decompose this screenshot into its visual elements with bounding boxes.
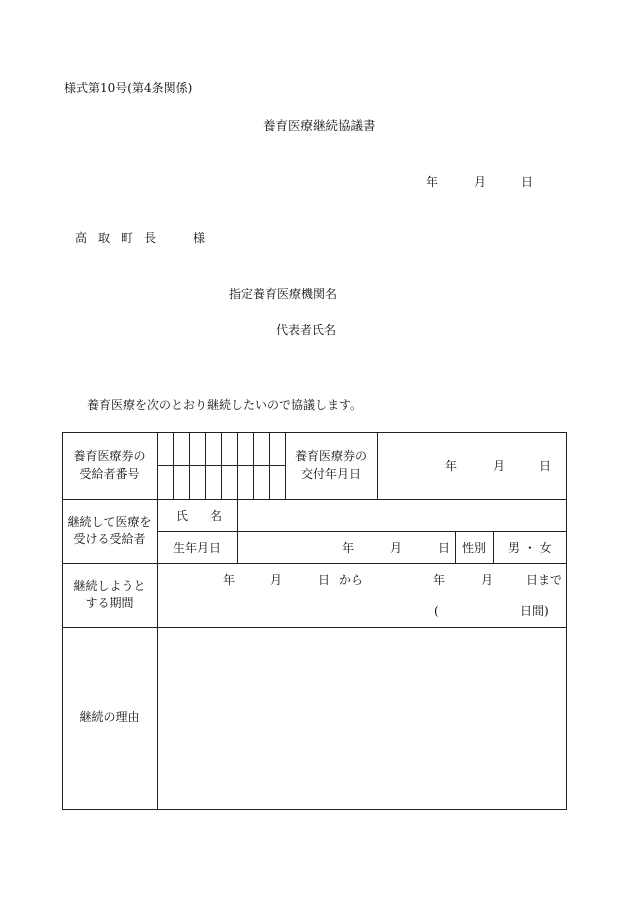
representative-name-label: 代表者氏名 bbox=[276, 323, 337, 337]
issue-date-label-line-2: 交付年月日 bbox=[300, 466, 361, 481]
continuing-recipient-label-line-2: 受ける受給者 bbox=[73, 532, 146, 546]
issue-date-label-divider-right bbox=[377, 432, 378, 499]
table-border-right bbox=[566, 432, 567, 810]
form-number: 様式第10号(第4条関係) bbox=[64, 81, 193, 95]
period-days-label: 日間) bbox=[520, 604, 549, 618]
continuation-reason-label bbox=[62, 627, 157, 809]
period-from-label: から bbox=[339, 573, 364, 587]
addressee-char-1: 高 bbox=[75, 231, 88, 245]
table-border-bottom bbox=[62, 809, 567, 810]
addressee-char-3: 町 bbox=[121, 231, 134, 245]
issue-year-label: 年 bbox=[445, 459, 458, 473]
institution-name-label: 指定養育医療機関名 bbox=[229, 287, 338, 301]
recipient-number-label-line-2: 受給者番号 bbox=[79, 466, 140, 481]
period-to-day-label: 日まで bbox=[526, 573, 563, 587]
dob-month-label: 月 bbox=[390, 541, 403, 555]
issue-day-label: 日 bbox=[539, 459, 552, 473]
addressee-char-4: 長 bbox=[144, 231, 157, 245]
issue-date-label-line-1: 養育医療券の bbox=[294, 449, 367, 464]
digit-box-midline bbox=[157, 465, 285, 466]
name-label-char-1: 氏 bbox=[176, 509, 189, 523]
document-title: 養育医療継続協議書 bbox=[263, 118, 376, 133]
continuing-recipient-label bbox=[62, 499, 157, 563]
continuation-period-label-line-1: 継続しようと bbox=[73, 578, 146, 593]
period-days-open-paren: ( bbox=[434, 604, 439, 618]
sex-options: 男 ・ 女 bbox=[508, 541, 552, 555]
continuation-period-label bbox=[62, 563, 157, 627]
dob-day-label: 日 bbox=[438, 541, 451, 555]
recipient-number-label-line-1: 養育医療券の bbox=[73, 449, 146, 464]
period-from-month-label: 月 bbox=[270, 573, 283, 587]
label-column-divider bbox=[157, 432, 158, 810]
recipient-number-label bbox=[62, 432, 157, 499]
period-to-year-label: 年 bbox=[433, 573, 446, 587]
name-label-char-2: 名 bbox=[210, 509, 223, 523]
dob-label: 生年月日 bbox=[173, 541, 222, 555]
date-month-label: 月 bbox=[474, 175, 487, 189]
consultation-form-table bbox=[62, 432, 567, 810]
date-day-label: 日 bbox=[521, 175, 534, 189]
continuing-recipient-label-line-1: 継続して医療を bbox=[67, 514, 152, 529]
sex-label-divider-left bbox=[455, 531, 456, 563]
addressee-honorific: 様 bbox=[193, 231, 206, 245]
period-from-day-label: 日 bbox=[318, 573, 331, 587]
continuation-reason-label-text: 継続の理由 bbox=[79, 710, 140, 725]
period-to-month-label: 月 bbox=[481, 573, 494, 587]
date-year-label: 年 bbox=[426, 175, 439, 189]
sex-label: 性別 bbox=[462, 541, 487, 555]
issue-date-label bbox=[285, 432, 377, 499]
issue-month-label: 月 bbox=[493, 459, 506, 473]
recipient-subcolumn-divider bbox=[237, 499, 238, 563]
row-divider-inner bbox=[157, 531, 567, 532]
addressee-char-2: 取 bbox=[98, 231, 111, 245]
continuation-period-label-line-2: する期間 bbox=[85, 596, 134, 610]
period-from-year-label: 年 bbox=[223, 573, 236, 587]
sex-label-divider-right bbox=[493, 531, 494, 563]
dob-year-label: 年 bbox=[342, 541, 355, 555]
intro-text: 養育医療を次のとおり継続したいので協議します。 bbox=[87, 398, 363, 412]
